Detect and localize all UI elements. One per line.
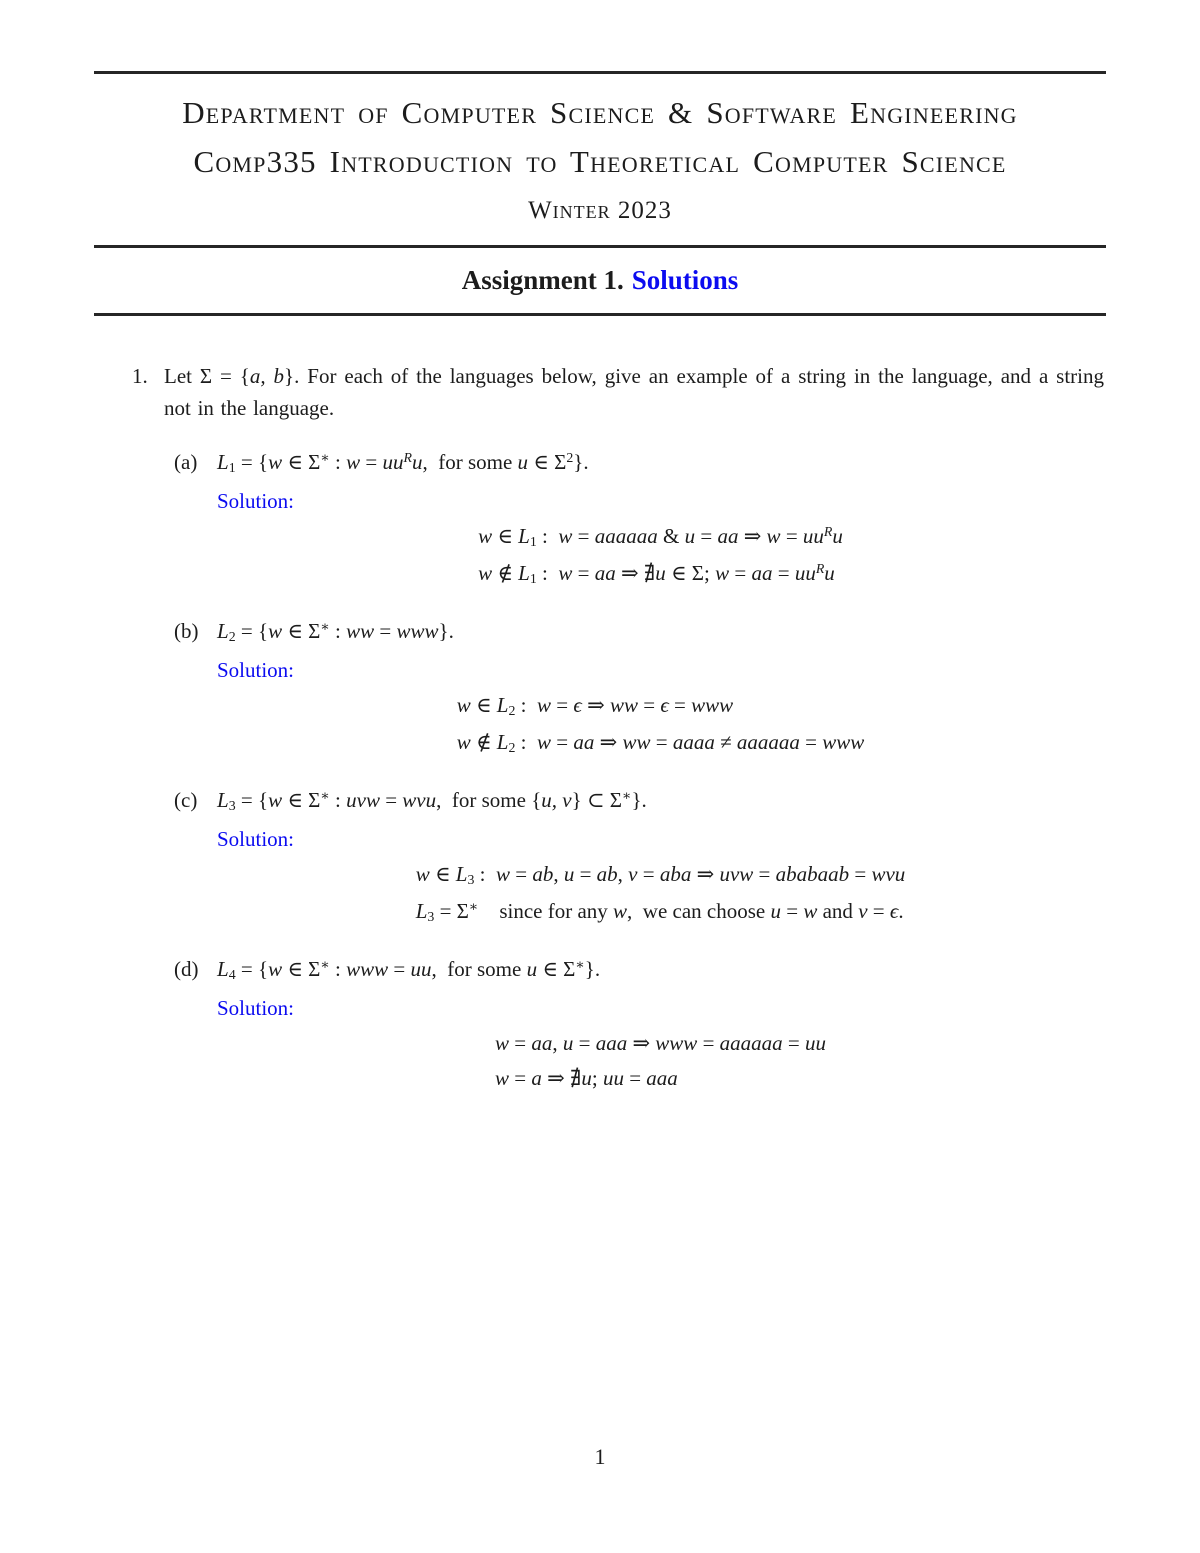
part-c-label: (c) xyxy=(174,788,198,812)
part-a-label: (a) xyxy=(174,450,198,474)
question-number: 1. xyxy=(132,364,148,388)
equation-line: w ∈ L2 : w = ϵ ⇒ ww = ϵ = www xyxy=(456,693,734,719)
part-b-solution-label: Solution: xyxy=(217,658,295,682)
equation-line: w = a ⇒ ∄u; uu = aaa xyxy=(494,1066,678,1090)
course-title: Comp335 Introduction to Theoretical Computer Science xyxy=(193,144,1007,179)
equation-line: w ∈ L3 : w = ab, u = ab, v = aba ⇒ uvw = ababaab = wvu xyxy=(415,862,906,888)
part-c-solution-label: Solution: xyxy=(217,827,295,851)
document-content xyxy=(94,0,1106,1096)
top-rule xyxy=(94,71,1106,74)
equation-line: w = aa, u = aaa ⇒ www = aaaaaa = uu xyxy=(494,1031,827,1055)
page-number: 1 xyxy=(594,1444,606,1469)
department-title: Department of Computer Science & Software Engineering xyxy=(182,95,1018,130)
part-b-body xyxy=(217,617,1104,762)
question-intro: Let Σ = {a, b}. For each of the languages below, give an example of a string in the language, and a string not in the language. xyxy=(164,364,1105,420)
term-title: Winter 2023 xyxy=(528,197,672,224)
part-b-equations xyxy=(217,688,1104,762)
part-a-solution-label: Solution: xyxy=(217,489,295,513)
part-b-label: (b) xyxy=(174,619,199,643)
part-a-body xyxy=(217,448,1104,593)
part-c xyxy=(174,786,1104,931)
part-a xyxy=(174,448,1104,593)
part-c-body xyxy=(217,786,1104,931)
part-d-body xyxy=(217,955,1104,1096)
title-rule xyxy=(94,313,1106,316)
part-d xyxy=(174,955,1104,1096)
part-c-equations xyxy=(217,857,1104,931)
part-d-label: (d) xyxy=(174,957,199,981)
part-a-formula: L1 = {w ∈ Σ∗ : $w = uu^Ru$, for some u ∈ $\Sigma^2$}. xyxy=(217,450,589,476)
part-b xyxy=(174,617,1104,762)
question-1 xyxy=(132,360,1104,424)
assignment-title xyxy=(94,265,1106,296)
part-d-equations xyxy=(217,1026,1104,1096)
header-rule xyxy=(94,245,1106,248)
equation-line: w ∉ L1 : w = aa ⇒ ∄u ∈ Σ; w = aa = $uu^Ru$ xyxy=(478,561,835,587)
equation-line: w ∈ L1 : w = aaaaaa & u = aa ⇒ $w = uu^Ru$ xyxy=(478,524,843,550)
assignment-title-solutions: Solutions xyxy=(631,265,739,295)
solutions-body xyxy=(94,360,1106,1096)
equation-line: w ∉ L2 : w = aa ⇒ ww = aaaa ≠ aaaaaa = www xyxy=(456,730,865,756)
document-header xyxy=(94,95,1106,225)
part-c-formula: L3 = {w ∈ Σ∗ : uvw = wvu, for some {u, v} ⊂ Σ∗}. xyxy=(217,788,647,814)
equation-line: L3 = Σ∗ since for any w, we can choose u = w and v = ϵ. xyxy=(415,899,904,925)
part-b-formula: L2 = {w ∈ Σ∗ : ww = www}. xyxy=(217,619,454,645)
part-a-equations xyxy=(217,519,1104,593)
part-d-solution-label: Solution: xyxy=(217,996,295,1020)
part-d-formula: L4 = {w ∈ Σ∗ : www = uu, for some u ∈ Σ∗}. xyxy=(217,957,601,983)
assignment-title-prefix: Assignment 1. xyxy=(461,265,624,295)
